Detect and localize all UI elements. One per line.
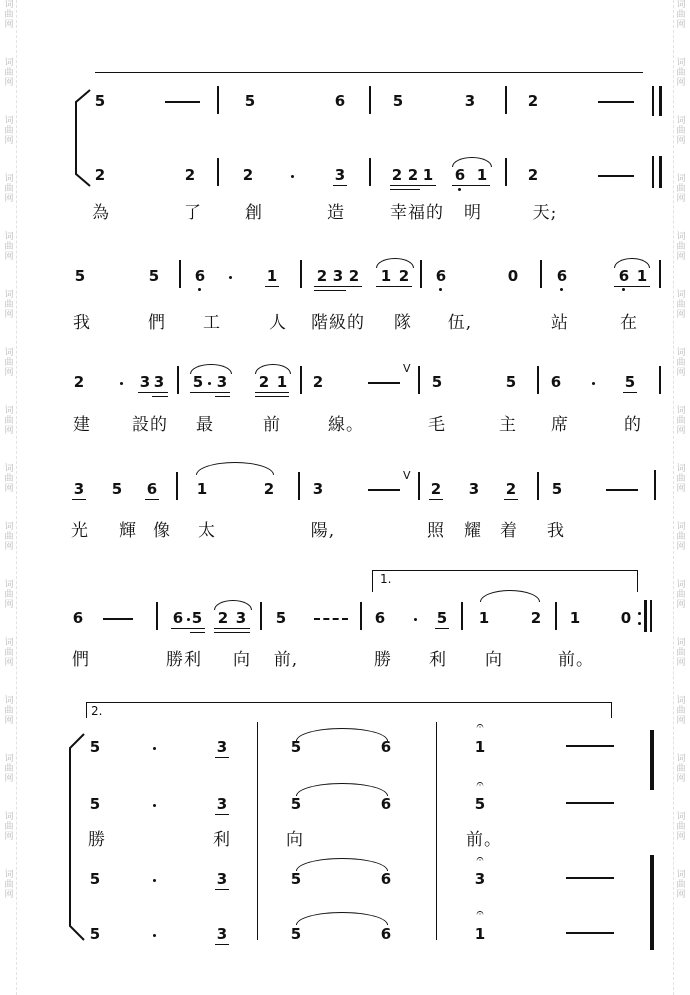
lyric: 我 bbox=[547, 521, 565, 541]
note: 2 bbox=[217, 609, 229, 627]
underline bbox=[190, 392, 230, 393]
lyric: 利 bbox=[213, 830, 231, 850]
barline bbox=[260, 602, 262, 630]
underline bbox=[215, 814, 229, 815]
barline bbox=[652, 86, 654, 116]
lyric: 線。 bbox=[328, 415, 364, 435]
note: 0 bbox=[620, 609, 632, 627]
barline bbox=[505, 86, 507, 114]
volta-2-end bbox=[611, 702, 612, 718]
note: 5 bbox=[275, 609, 287, 627]
note: 5 bbox=[89, 925, 101, 943]
extension-dash bbox=[566, 877, 614, 879]
note: 2 bbox=[527, 92, 539, 110]
lyric: 前。 bbox=[466, 830, 502, 850]
system-brace bbox=[70, 88, 94, 188]
barline bbox=[300, 260, 302, 288]
note: 5 bbox=[624, 373, 636, 391]
barline bbox=[217, 158, 219, 186]
note: 2 bbox=[398, 267, 410, 285]
underline bbox=[215, 757, 229, 758]
barline bbox=[505, 158, 507, 186]
barline bbox=[179, 260, 181, 288]
note: 2 bbox=[505, 480, 517, 498]
note: 6 bbox=[334, 92, 346, 110]
lyric: 太 bbox=[198, 521, 216, 541]
lyric: 為 bbox=[92, 203, 110, 223]
note: 1 bbox=[478, 609, 490, 627]
octave-dot-below bbox=[198, 288, 201, 291]
note: 6 bbox=[146, 480, 158, 498]
augmentation-dot bbox=[120, 382, 123, 385]
lyric: 光 bbox=[71, 521, 89, 541]
barline bbox=[177, 366, 179, 394]
note: 3 bbox=[216, 925, 228, 943]
lyric: 在 bbox=[620, 313, 638, 333]
lyric: 幸福的 bbox=[390, 203, 444, 223]
fermata-icon: 𝄐 bbox=[476, 906, 484, 921]
volta-1-end bbox=[637, 570, 638, 592]
barline bbox=[418, 472, 420, 500]
octave-dot-below bbox=[439, 288, 442, 291]
final-barline bbox=[650, 730, 654, 790]
repeat-barline bbox=[650, 600, 652, 632]
note: 2 bbox=[348, 267, 360, 285]
extension-dash bbox=[368, 489, 400, 491]
note: 5 bbox=[431, 373, 443, 391]
barline bbox=[652, 156, 654, 188]
augmentation-dot bbox=[153, 804, 156, 807]
extension-dash bbox=[566, 745, 614, 747]
lyric: 們 bbox=[72, 650, 90, 670]
note: 6 bbox=[374, 609, 386, 627]
underline bbox=[435, 628, 449, 629]
note: 5 bbox=[474, 795, 486, 813]
octave-dot-below bbox=[560, 288, 563, 291]
note: 3 bbox=[216, 870, 228, 888]
underline bbox=[214, 632, 250, 633]
note: 5 bbox=[290, 870, 302, 888]
note: 2 bbox=[316, 267, 328, 285]
underline bbox=[214, 628, 250, 629]
lyric: 勝 bbox=[88, 830, 106, 850]
barline bbox=[418, 366, 420, 394]
note: 3 bbox=[216, 795, 228, 813]
note: 6 bbox=[556, 267, 568, 285]
note: 6 bbox=[380, 795, 392, 813]
barline bbox=[369, 86, 371, 114]
volta-1-label: 1. bbox=[380, 572, 392, 586]
note: 5 bbox=[89, 738, 101, 756]
underline bbox=[390, 185, 436, 186]
volta-2-line bbox=[86, 702, 612, 703]
lyric: 了 bbox=[184, 203, 202, 223]
note: 2 bbox=[258, 373, 270, 391]
barline bbox=[540, 260, 542, 288]
note: 3 bbox=[464, 92, 476, 110]
extension-dash bbox=[165, 101, 200, 103]
underline bbox=[376, 286, 412, 287]
volta-2-label: 2. bbox=[91, 704, 103, 718]
slur bbox=[480, 590, 540, 602]
underline bbox=[215, 889, 229, 890]
slur bbox=[296, 858, 388, 871]
note: 3 bbox=[312, 480, 324, 498]
note: 5 bbox=[436, 609, 448, 627]
note: 5 bbox=[192, 373, 204, 391]
lyric: 向 bbox=[233, 650, 251, 670]
note: 5 bbox=[551, 480, 563, 498]
lyric: 像 bbox=[153, 521, 171, 541]
note: 1 bbox=[569, 609, 581, 627]
augmentation-dot bbox=[153, 747, 156, 750]
note: 6 bbox=[72, 609, 84, 627]
note: 6 bbox=[435, 267, 447, 285]
barline bbox=[420, 260, 422, 288]
octave-dot-below bbox=[458, 188, 461, 191]
slur bbox=[296, 912, 388, 925]
underline bbox=[255, 396, 289, 397]
extension-dash bbox=[103, 618, 133, 620]
underline bbox=[614, 286, 650, 287]
underline bbox=[623, 392, 637, 393]
note: 5 bbox=[392, 92, 404, 110]
underline bbox=[429, 499, 443, 500]
note: 2 bbox=[263, 480, 275, 498]
barline bbox=[217, 86, 219, 114]
barline bbox=[555, 602, 557, 630]
repeat-dot bbox=[638, 622, 641, 625]
augmentation-dot bbox=[187, 618, 190, 621]
note: 2 bbox=[184, 166, 196, 184]
note: 1 bbox=[266, 267, 278, 285]
note: 2 bbox=[530, 609, 542, 627]
underline bbox=[265, 286, 279, 287]
lyric: 向 bbox=[286, 830, 304, 850]
lyric: 勝利 bbox=[166, 650, 202, 670]
note: 2 bbox=[407, 166, 419, 184]
volta-1-bracket bbox=[372, 570, 373, 592]
note: 3 bbox=[153, 373, 165, 391]
lyric: 造 bbox=[327, 203, 345, 223]
augmentation-dot bbox=[229, 276, 232, 279]
lyric: 勝 bbox=[374, 650, 392, 670]
barline bbox=[156, 602, 158, 630]
lyric: 耀 bbox=[464, 521, 482, 541]
repeat-barline bbox=[644, 600, 647, 632]
note: 5 bbox=[290, 738, 302, 756]
barline-thick bbox=[659, 86, 662, 116]
note: 5 bbox=[89, 795, 101, 813]
augmentation-dot bbox=[208, 382, 211, 385]
barline bbox=[176, 472, 178, 500]
note: 6 bbox=[172, 609, 184, 627]
lyric: 向 bbox=[485, 650, 503, 670]
underline bbox=[138, 392, 168, 393]
barline bbox=[654, 470, 656, 500]
underline bbox=[452, 185, 490, 186]
fermata-icon: 𝄐 bbox=[476, 852, 484, 867]
note: 6 bbox=[618, 267, 630, 285]
note: 1 bbox=[474, 738, 486, 756]
lyric: 毛 bbox=[428, 415, 446, 435]
system-brace bbox=[62, 732, 88, 942]
underline bbox=[504, 499, 518, 500]
barline bbox=[659, 366, 661, 394]
note: 3 bbox=[332, 267, 344, 285]
extension-dash bbox=[566, 932, 614, 934]
final-barline bbox=[650, 855, 654, 950]
note: 2 bbox=[430, 480, 442, 498]
augmentation-dot bbox=[592, 382, 595, 385]
extension-dash bbox=[598, 101, 634, 103]
lyric: 前。 bbox=[558, 650, 594, 670]
barline bbox=[537, 472, 539, 500]
note: 5 bbox=[148, 267, 160, 285]
note: 6 bbox=[380, 738, 392, 756]
note: 5 bbox=[290, 795, 302, 813]
lyric: 人 bbox=[269, 313, 287, 333]
lyric: 陽, bbox=[310, 521, 336, 541]
lyric: 前, bbox=[273, 650, 299, 670]
lyric: 明 bbox=[464, 203, 482, 223]
lyric: 主 bbox=[499, 415, 517, 435]
augmentation-dot bbox=[153, 879, 156, 882]
lyric: 最 bbox=[196, 415, 214, 435]
watermark-strip-left: 词曲网 词曲网 词曲网 词曲网 词曲网 词曲网 词曲网 词曲网 词曲网 词曲网 词曲网 词曲网 词曲网 词曲网 词曲网 词曲网 bbox=[2, 0, 17, 995]
volta-2-bracket bbox=[86, 702, 87, 718]
lyric: 伍, bbox=[447, 313, 473, 333]
barline bbox=[436, 722, 437, 940]
note: 1 bbox=[474, 925, 486, 943]
note: 1 bbox=[636, 267, 648, 285]
note: 6 bbox=[380, 870, 392, 888]
augmentation-dot bbox=[414, 618, 417, 621]
breath-mark: V bbox=[403, 469, 411, 482]
barline bbox=[360, 602, 362, 630]
underline bbox=[255, 392, 289, 393]
underline bbox=[390, 189, 420, 190]
note: 5 bbox=[89, 870, 101, 888]
extension-dash bbox=[566, 802, 614, 804]
note: 2 bbox=[94, 166, 106, 184]
lyric: 創 bbox=[245, 203, 263, 223]
extension-dash bbox=[314, 618, 348, 620]
note: 3 bbox=[73, 480, 85, 498]
underline bbox=[145, 499, 159, 500]
lyric: 席 bbox=[551, 415, 569, 435]
lyric: 建 bbox=[73, 415, 91, 435]
underline bbox=[215, 944, 229, 945]
note: 1 bbox=[422, 166, 434, 184]
barline bbox=[369, 158, 371, 186]
lyric: 的 bbox=[624, 415, 642, 435]
extension-dash bbox=[368, 382, 400, 384]
note: 5 bbox=[191, 609, 203, 627]
underline bbox=[171, 628, 205, 629]
note: 3 bbox=[139, 373, 151, 391]
barline bbox=[257, 722, 258, 940]
underline bbox=[333, 185, 347, 186]
note: 2 bbox=[73, 373, 85, 391]
barline bbox=[298, 472, 300, 500]
lyric: 隊 bbox=[394, 313, 412, 333]
note: 5 bbox=[505, 373, 517, 391]
note: 6 bbox=[454, 166, 466, 184]
note: 2 bbox=[391, 166, 403, 184]
augmentation-dot bbox=[291, 175, 294, 178]
underline bbox=[152, 396, 168, 397]
slur bbox=[296, 783, 388, 796]
lyric: 照 bbox=[427, 521, 445, 541]
fermata-icon: 𝄐 bbox=[476, 719, 484, 734]
volta-1-line bbox=[372, 570, 638, 571]
note: 6 bbox=[194, 267, 206, 285]
note: 6 bbox=[380, 925, 392, 943]
note: 1 bbox=[276, 373, 288, 391]
note: 3 bbox=[468, 480, 480, 498]
note: 3 bbox=[334, 166, 346, 184]
note: 0 bbox=[507, 267, 519, 285]
note: 2 bbox=[242, 166, 254, 184]
underline bbox=[190, 632, 205, 633]
underline bbox=[314, 286, 362, 287]
underline bbox=[314, 290, 346, 291]
barline bbox=[300, 366, 302, 394]
breath-mark: V bbox=[403, 362, 411, 375]
lyric: 工 bbox=[203, 313, 221, 333]
system-top-line bbox=[95, 72, 643, 73]
lyric: 輝 bbox=[119, 521, 137, 541]
note: 5 bbox=[290, 925, 302, 943]
barline bbox=[537, 366, 539, 394]
underline bbox=[215, 396, 230, 397]
lyric: 們 bbox=[148, 313, 166, 333]
note: 3 bbox=[235, 609, 247, 627]
slur bbox=[296, 728, 388, 741]
slur bbox=[196, 462, 274, 475]
note: 3 bbox=[216, 738, 228, 756]
lyric: 着 bbox=[500, 521, 518, 541]
note: 2 bbox=[527, 166, 539, 184]
lyric: 階級的 bbox=[311, 313, 365, 333]
lyric: 我 bbox=[73, 313, 91, 333]
lyric: 利 bbox=[429, 650, 447, 670]
note: 3 bbox=[474, 870, 486, 888]
lyric: 站 bbox=[551, 313, 569, 333]
note: 1 bbox=[196, 480, 208, 498]
note: 6 bbox=[550, 373, 562, 391]
repeat-dot bbox=[638, 612, 641, 615]
note: 2 bbox=[312, 373, 324, 391]
lyric: 天; bbox=[532, 203, 558, 223]
underline bbox=[72, 499, 86, 500]
note: 5 bbox=[244, 92, 256, 110]
note: 5 bbox=[74, 267, 86, 285]
watermark-strip-right: 词曲网 词曲网 词曲网 词曲网 词曲网 词曲网 词曲网 词曲网 词曲网 词曲网 词曲网 词曲网 词曲网 词曲网 词曲网 词曲网 bbox=[673, 0, 688, 995]
fermata-icon: 𝄐 bbox=[476, 777, 484, 792]
note: 5 bbox=[94, 92, 106, 110]
lyric: 設的 bbox=[132, 415, 168, 435]
barline bbox=[461, 602, 463, 630]
lyric: 前 bbox=[263, 415, 281, 435]
note: 1 bbox=[380, 267, 392, 285]
note: 1 bbox=[476, 166, 488, 184]
extension-dash bbox=[598, 175, 634, 177]
augmentation-dot bbox=[153, 934, 156, 937]
barline-thick bbox=[659, 156, 662, 188]
barline bbox=[659, 260, 661, 288]
note: 5 bbox=[111, 480, 123, 498]
octave-dot-below bbox=[622, 288, 625, 291]
extension-dash bbox=[606, 489, 638, 491]
note: 3 bbox=[216, 373, 228, 391]
